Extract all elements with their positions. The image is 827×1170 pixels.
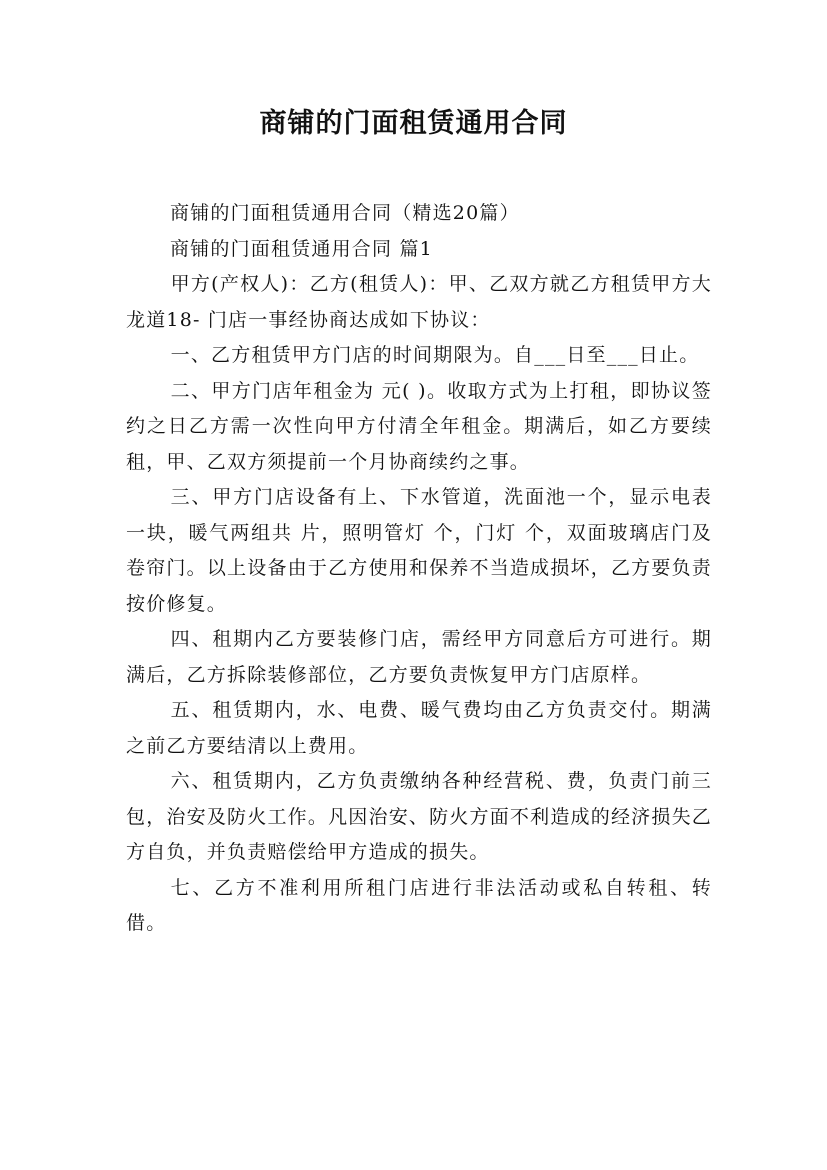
paragraph-clause-4: 四、租期内乙方要装修门店，需经甲方同意后方可进行。期满后，乙方拆除装修部位，乙方要负责恢复甲方门店原样。 [126, 628, 712, 686]
paragraph-clause-5: 五、租赁期内，水、电费、暖气费均由乙方负责交付。期满之前乙方要结清以上费用。 [126, 699, 712, 757]
paragraph-clause-6: 六、租赁期内，乙方负责缴纳各种经营税、费，负责门前三包，治安及防火工作。凡因治安、防火方面不利造成的经济损失乙方自负，并负责赔偿给甲方造成的损失。 [126, 770, 712, 863]
paragraph-parties: 甲方(产权人)：乙方(租赁人)：甲、乙双方就乙方租赁甲方大龙道18- 门店一事经协商达成如下协议： [126, 273, 712, 331]
paragraph-clause-7: 七、乙方不准利用所租门店进行非法活动或私自转租、转借。 [126, 876, 712, 934]
document-body [126, 196, 712, 942]
paragraph-clause-3: 三、甲方门店设备有上、下水管道，洗面池一个，显示电表一块，暖气两组共 片，照明管灯 个，门灯 个，双面玻璃店门及卷帘门。以上设备由于乙方使用和保养不当造成损坏，乙方要负责按价修复。 [126, 486, 712, 615]
paragraph-clause-1: 一、乙方租赁甲方门店的时间期限为。自___日至___日止。 [170, 344, 700, 366]
document-title: 商铺的门面租赁通用合同 [259, 108, 568, 139]
paragraph-clause-2: 二、甲方门店年租金为 元( )。收取方式为上打租，即协议签约之日乙方需一次性向甲方付清全年租金。期满后，如乙方要续租，甲、乙双方须提前一个月协商续约之事。 [126, 379, 712, 473]
section-heading: 商铺的门面租赁通用合同 篇1 [170, 237, 433, 260]
document-subtitle: 商铺的门面租赁通用合同（精选20篇） [170, 202, 520, 224]
